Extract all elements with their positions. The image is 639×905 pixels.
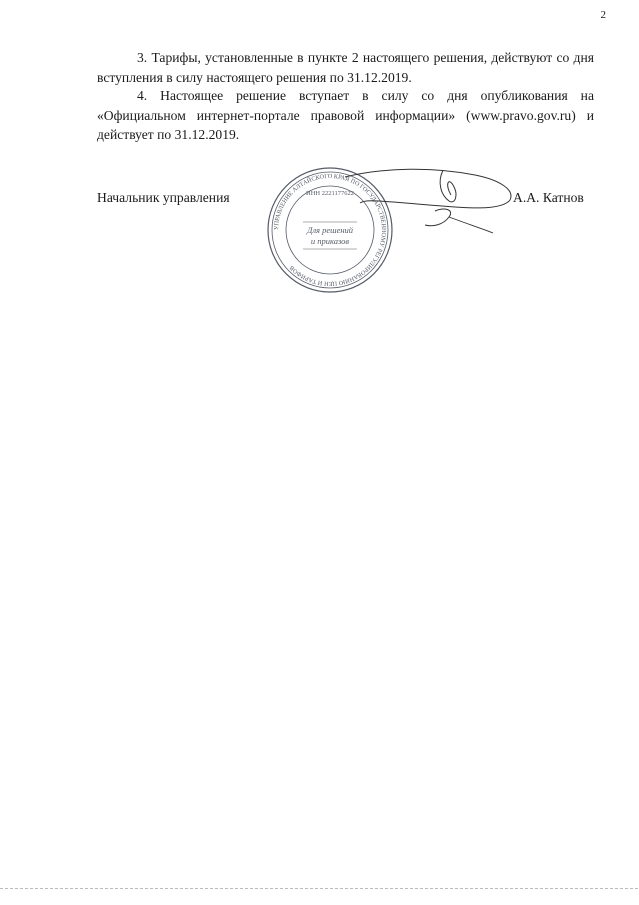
page-number: 2 <box>600 9 606 21</box>
stamp-outer-text: УПРАВЛЕНИЕ АЛТАЙСКОГО КРАЯ ПО ГОСУДАРСТВЕННОМУ РЕГУЛИРОВАНИЮ ЦЕН И ТАРИФОВ <box>272 172 388 288</box>
signatory-name: А.А. Катнов <box>513 190 584 205</box>
paragraph-4: 4. Настоящее решение вступает в силу со дня опубликования на «Официальном интернет-портале правовой информации» (www.pravo.gov.ru) и действует по 31.12.2019. <box>97 88 594 142</box>
signatory-position: Начальник управления <box>97 190 230 205</box>
paragraph-3: 3. Тарифы, установленные в пункте 2 настоящего решения, действуют со дня вступления в силу настоящего решения по 31.12.2019. <box>97 50 594 85</box>
stamp-center-line1: Для решений <box>306 225 354 235</box>
scan-edge-line <box>0 888 639 889</box>
handwritten-signature <box>325 165 525 240</box>
stamp-inn: ИНН 2221177622 <box>306 190 354 197</box>
stamp-center-line2: и приказов <box>310 236 350 246</box>
